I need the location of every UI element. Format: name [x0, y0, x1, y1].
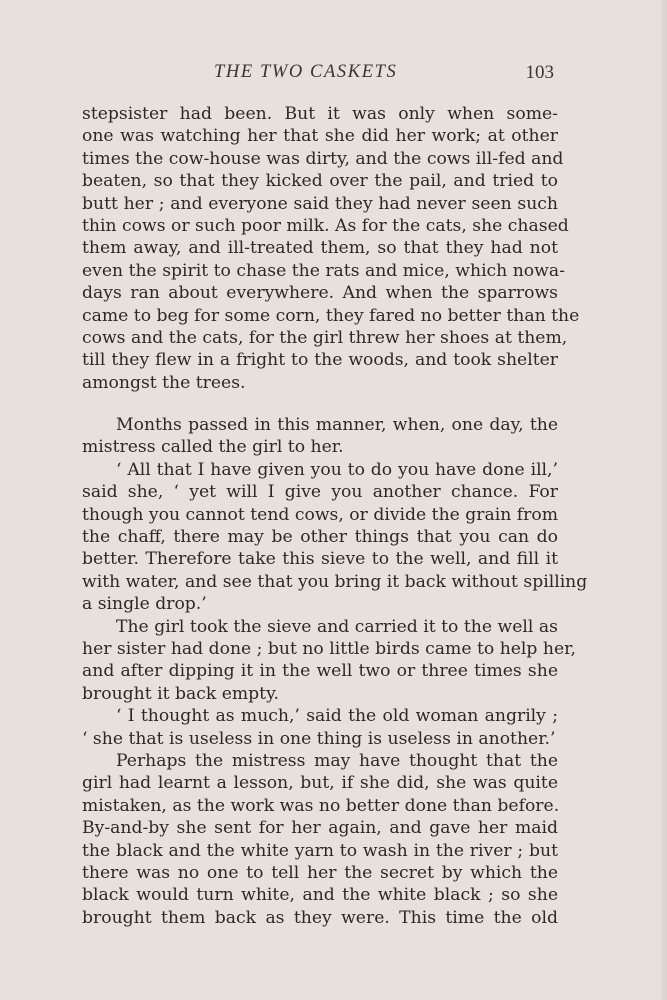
text-line: one was watching her that she did her work; at other — [82, 126, 558, 147]
text-line: mistress called the girl to her. — [82, 437, 344, 458]
text-line: mistaken, as the work was no better done than before. — [82, 795, 560, 816]
text-line: ‘ I thought as much,’ said the old woman angrily ; — [116, 706, 558, 727]
text-line: black would turn white, and the white black ; so she — [82, 885, 558, 906]
text-line: and after dipping it in the well two or three times she — [82, 661, 558, 682]
text-line: came to beg for some corn, they fared no better than the — [82, 305, 580, 326]
paragraph — [82, 750, 558, 929]
text-line: girl had learnt a lesson, but, if she did, she was quite — [82, 773, 558, 794]
text-line: the chaff, there may be other things that you can do — [82, 527, 558, 548]
text-line: though you cannot tend cows, or divide the grain from — [82, 504, 558, 525]
running-head — [82, 62, 560, 88]
paragraph — [82, 705, 558, 750]
text-line: better. Therefore take this sieve to the well, and fill it — [82, 549, 558, 570]
text-line: Months passed in this manner, when, one day, the — [116, 415, 558, 436]
page-edge — [661, 0, 667, 1000]
text-line: brought it back empty. — [82, 683, 279, 704]
text-line: there was no one to tell her the secret by which the — [82, 862, 558, 883]
text-line: ‘ she that is useless in one thing is useless in another.’ — [82, 728, 556, 749]
text-line: said she, ‘ yet will I give you another chance. For — [82, 482, 558, 503]
text-line: the black and the white yarn to wash in the river ; but — [82, 840, 558, 861]
text-line: them away, and ill-treated them, so that they had not — [82, 238, 558, 259]
paragraph — [82, 459, 588, 616]
text-line: beaten, so that they kicked over the pail, and tried to — [82, 171, 558, 192]
paragraph-gap — [82, 394, 558, 414]
page-number: 103 — [525, 62, 554, 83]
text-line: Perhaps the mistress may have thought that the — [116, 750, 558, 771]
text-line: stepsister had been. But it was only when some- — [82, 104, 558, 124]
text-line: times the cow-house was dirty, and the cows ill-fed and — [82, 148, 564, 169]
text-line: amongst the trees. — [82, 372, 246, 393]
text-line: even the spirit to chase the rats and mice, which nowa- — [82, 260, 565, 281]
paragraph — [82, 103, 580, 394]
text-line: with water, and see that you bring it back without spilling — [82, 571, 588, 592]
body-text — [82, 103, 588, 929]
text-line: butt her ; and everyone said they had never seen such — [82, 193, 558, 214]
text-line: ‘ All that I have given you to do you have done ill,’ — [116, 459, 558, 480]
paragraph — [82, 414, 558, 459]
text-line: her sister had done ; but no little birds came to help her, — [82, 638, 576, 659]
running-title: THE TWO CASKETS — [214, 62, 398, 82]
text-line: brought them back as they were. This time the old — [82, 907, 558, 928]
paragraph — [82, 616, 576, 706]
text-line: till they flew in a fright to the woods, and took shelter — [82, 350, 558, 371]
text-line: cows and the cats, for the girl threw her shoes at them, — [82, 327, 568, 348]
text-line: By-and-by she sent for her again, and gave her maid — [82, 818, 558, 839]
text-line: thin cows or such poor milk. As for the cats, she chased — [82, 215, 569, 236]
text-line: a single drop.’ — [82, 594, 207, 615]
text-line: The girl took the sieve and carried it to the well as — [116, 616, 558, 637]
text-line: days ran about everywhere. And when the sparrows — [82, 283, 558, 304]
